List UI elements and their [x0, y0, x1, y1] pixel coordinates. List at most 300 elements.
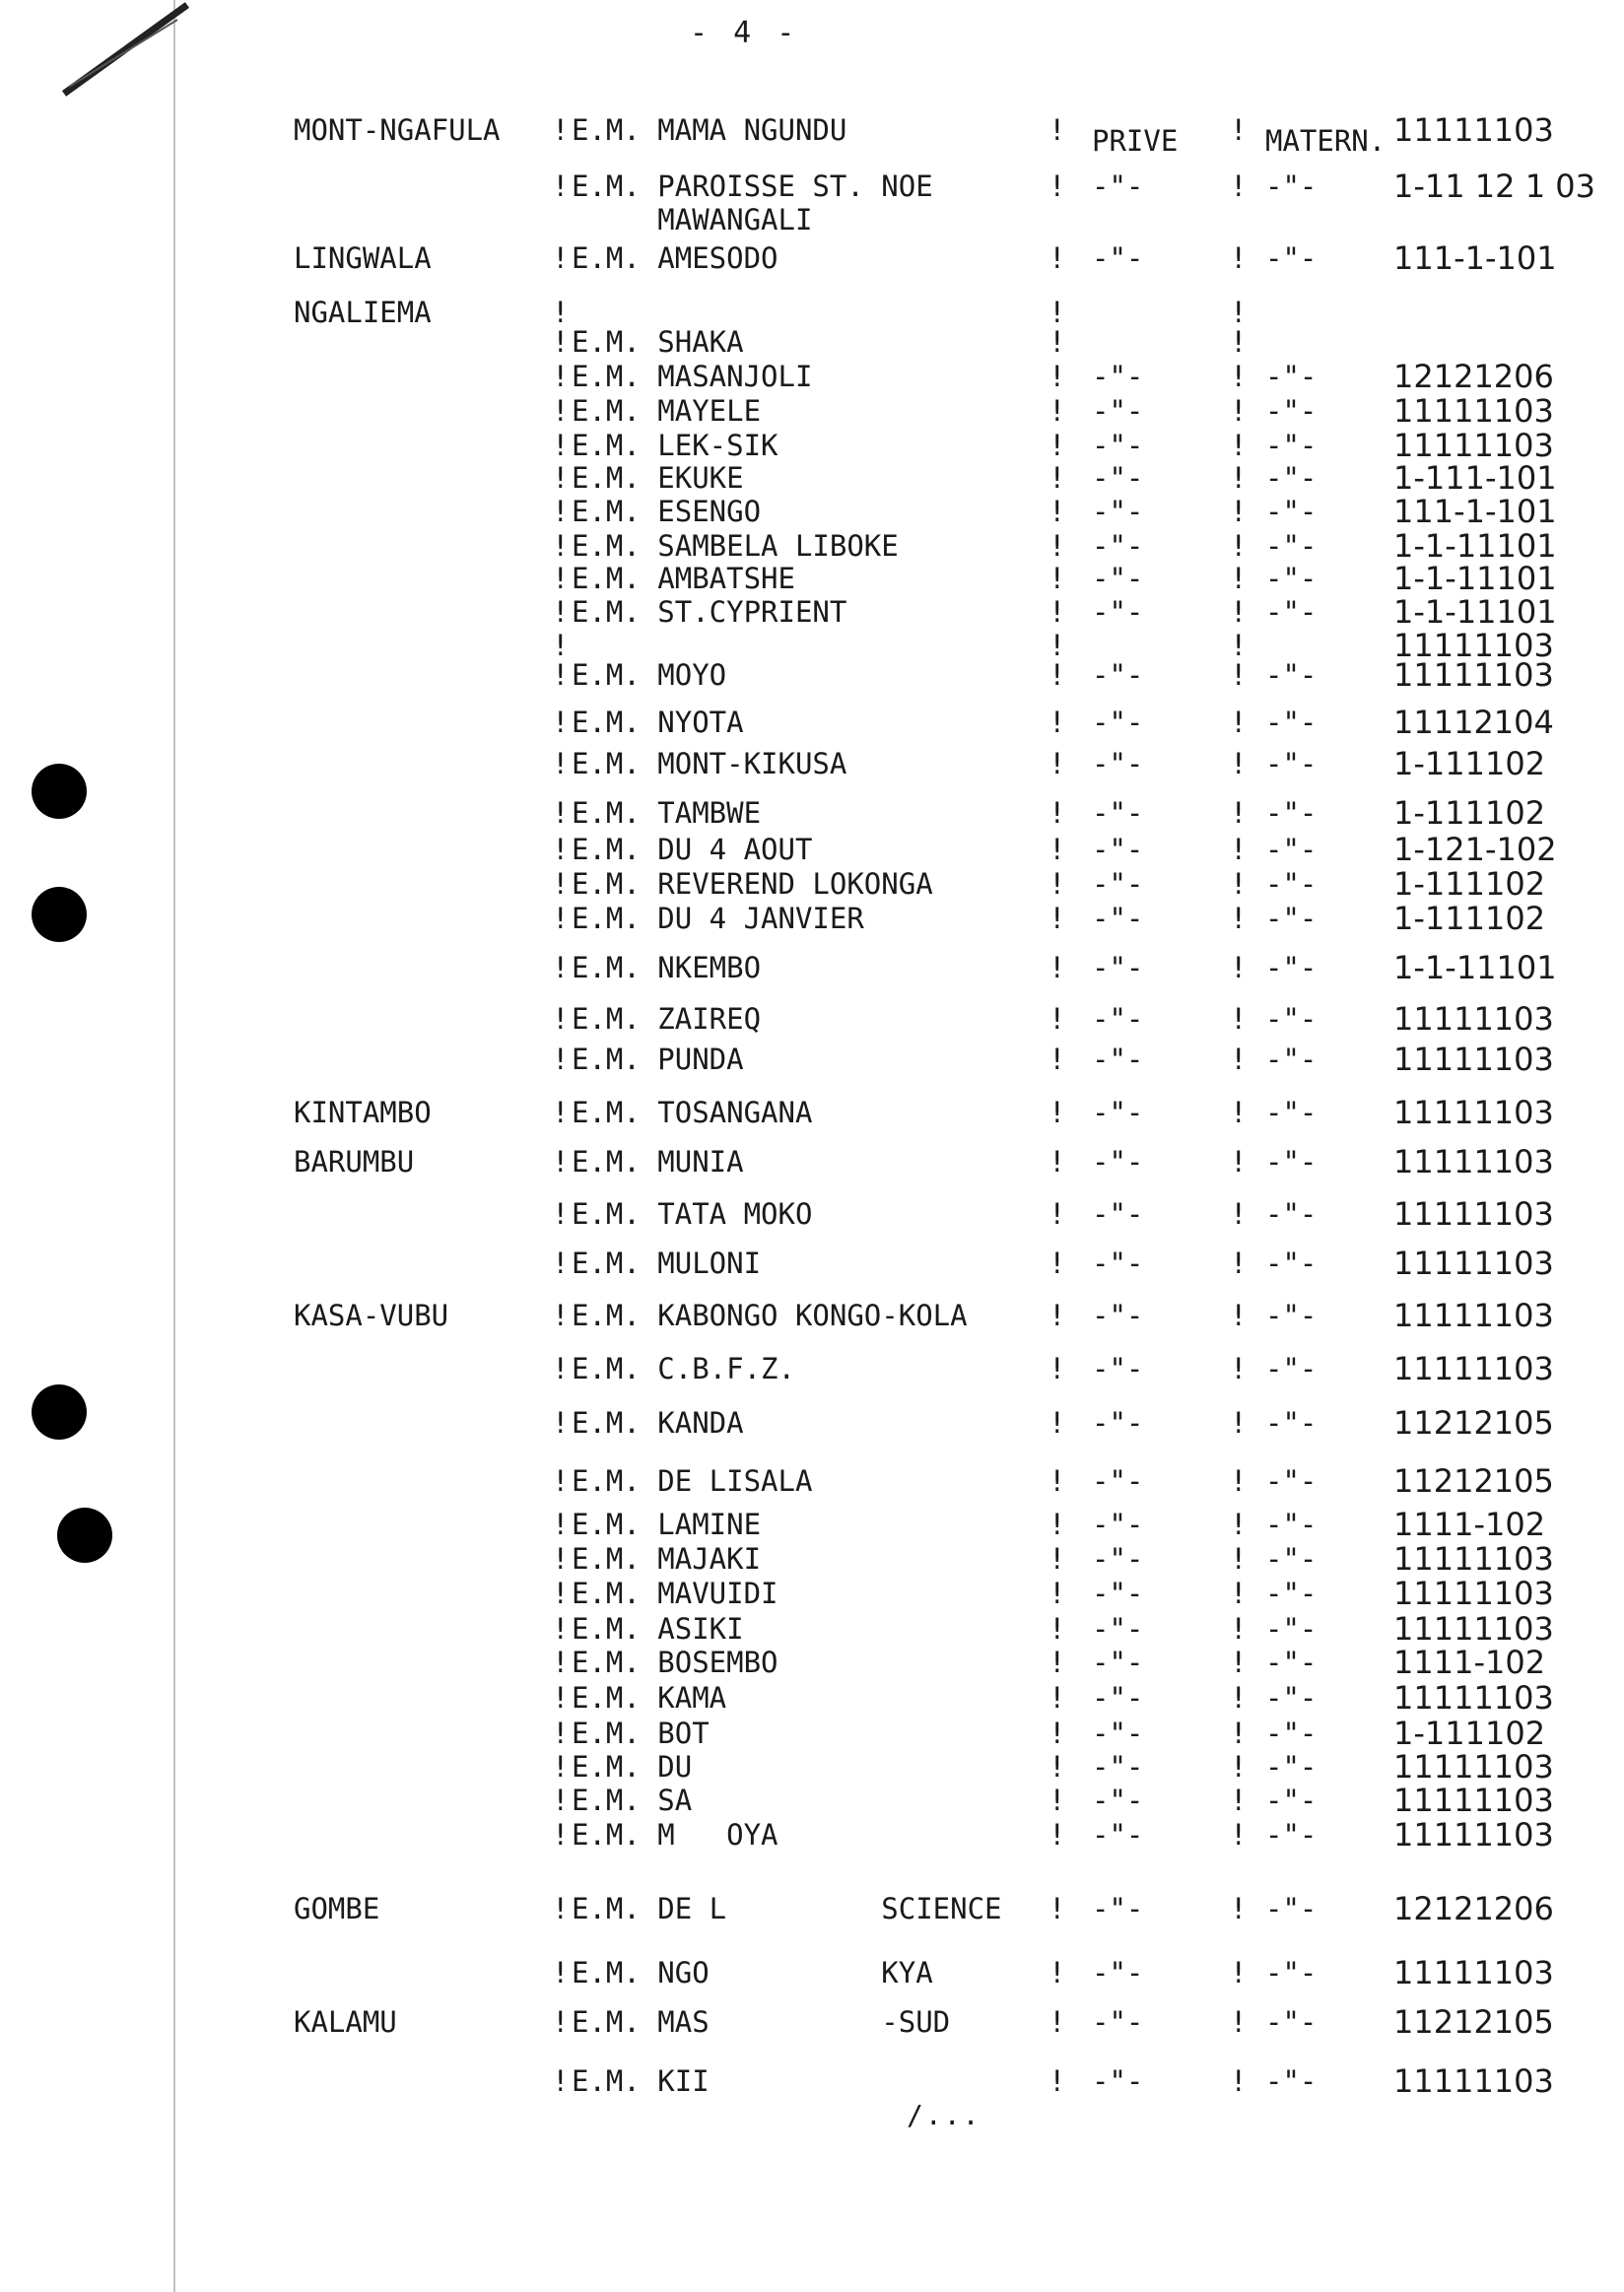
- column-separator: !: [1049, 1352, 1066, 1385]
- school-name: E.M. MUNIA: [572, 1145, 744, 1179]
- column-separator: !: [1049, 1681, 1066, 1715]
- ownership-type: -"-: [1092, 495, 1144, 528]
- school-level: -"-: [1265, 1956, 1318, 1989]
- column-separator: !: [1230, 796, 1248, 830]
- column-separator: !: [1230, 1717, 1248, 1750]
- class-code: 1-121-102: [1393, 831, 1557, 868]
- school-level: -"-: [1265, 1577, 1318, 1610]
- staple-mark-icon: [59, 0, 197, 99]
- ownership-type: -"-: [1092, 1406, 1144, 1440]
- column-separator: !: [1049, 2005, 1066, 2039]
- table-row: [0, 168, 1624, 236]
- class-code: 11111103: [1393, 1245, 1554, 1282]
- column-separator: !: [1230, 394, 1248, 428]
- class-code: 11111103: [1393, 111, 1554, 149]
- school-level: -"-: [1265, 951, 1318, 984]
- column-separator: !: [552, 1542, 570, 1576]
- school-name: E.M. AMBATSHE: [572, 562, 795, 595]
- column-separator: !: [1230, 2064, 1248, 2098]
- school-level: -"-: [1265, 1542, 1318, 1576]
- school-name: E.M. BOSEMBO: [572, 1646, 778, 1679]
- ownership-type: -"-: [1092, 1892, 1144, 1925]
- ownership-type: -"-: [1092, 902, 1144, 935]
- class-code: 1-111102: [1393, 745, 1546, 782]
- column-separator: !: [1049, 1784, 1066, 1817]
- school-level: -"-: [1265, 833, 1318, 866]
- school-level: -"-: [1265, 706, 1318, 739]
- ownership-type: -"-: [1092, 1464, 1144, 1498]
- column-separator: !: [1049, 394, 1066, 428]
- commune-name: GOMBE: [294, 1892, 380, 1925]
- ownership-type: -"-: [1092, 1508, 1144, 1541]
- column-separator: !: [552, 1784, 570, 1817]
- table-row: [0, 902, 1624, 937]
- class-code: 11111103: [1393, 1679, 1554, 1717]
- school-name: E.M. ESENGO: [572, 495, 762, 528]
- ownership-type: -"-: [1092, 747, 1144, 780]
- class-code: 11111103: [1393, 1782, 1554, 1819]
- column-separator: !: [1049, 113, 1066, 147]
- commune-name: KALAMU: [294, 2005, 397, 2039]
- commune-name: MONT-NGAFULA: [294, 113, 501, 147]
- school-name: E.M. NYOTA: [572, 706, 744, 739]
- class-code: 11212105: [1393, 2003, 1554, 2041]
- column-separator: !: [1230, 1956, 1248, 1989]
- column-separator: !: [552, 1508, 570, 1541]
- column-separator: !: [1049, 360, 1066, 393]
- column-separator: !: [1049, 1247, 1066, 1280]
- school-name: E.M. KABONGO KONGO-KOLA: [572, 1299, 968, 1332]
- column-separator: !: [552, 1464, 570, 1498]
- table-row: [0, 1247, 1624, 1282]
- ownership-type: -"-: [1092, 1197, 1144, 1231]
- school-level: -"-: [1265, 241, 1318, 275]
- table-row: [0, 2005, 1624, 2041]
- class-code: 12121206: [1393, 1890, 1554, 1927]
- school-level: -"-: [1265, 169, 1318, 203]
- table-row: [0, 461, 1624, 497]
- column-separator: !: [552, 867, 570, 901]
- table-row: [0, 1717, 1624, 1752]
- school-name: E.M. BOT: [572, 1717, 710, 1750]
- school-level: -"-: [1265, 1352, 1318, 1385]
- column-separator: !: [1049, 706, 1066, 739]
- ownership-type: -"-: [1092, 1646, 1144, 1679]
- table-row: [0, 2064, 1624, 2100]
- ownership-type: -"-: [1092, 796, 1144, 830]
- class-code: 1-111102: [1393, 865, 1546, 903]
- table-row: [0, 1612, 1624, 1648]
- column-separator: !: [552, 169, 570, 203]
- class-code: 11111103: [1393, 1748, 1554, 1786]
- class-code: 111-1-101: [1393, 493, 1557, 530]
- class-code: 111-1-101: [1393, 239, 1557, 277]
- ownership-type: -"-: [1092, 1043, 1144, 1076]
- column-separator: !: [1049, 1508, 1066, 1541]
- school-level: -"-: [1265, 461, 1318, 495]
- school-name: E.M. DU 4 AOUT: [572, 833, 813, 866]
- class-code: 1-111102: [1393, 900, 1546, 937]
- column-separator: !: [552, 1681, 570, 1715]
- column-separator: !: [1049, 169, 1066, 203]
- column-separator: !: [1230, 1818, 1248, 1852]
- class-code: 11212105: [1393, 1404, 1554, 1442]
- class-code: 11111103: [1393, 427, 1554, 464]
- column-separator: !: [1049, 1145, 1066, 1179]
- column-separator: !: [1230, 1299, 1248, 1332]
- school-level: -"-: [1265, 429, 1318, 462]
- table-row: [0, 1750, 1624, 1786]
- column-separator: !: [1230, 1406, 1248, 1440]
- table-row: [0, 1508, 1624, 1543]
- school-level: -"-: [1265, 1818, 1318, 1852]
- ownership-type: -"-: [1092, 706, 1144, 739]
- table-row: [0, 1892, 1624, 1927]
- class-code: 11112104: [1393, 704, 1554, 741]
- column-separator: !: [1230, 902, 1248, 935]
- commune-name: NGALIEMA: [294, 296, 432, 329]
- class-code: 11111103: [1393, 1954, 1554, 1991]
- page-number: - 4 -: [690, 16, 799, 50]
- column-separator: !: [1049, 1542, 1066, 1576]
- column-separator: !: [552, 1197, 570, 1231]
- school-name: E.M. SA: [572, 1784, 693, 1817]
- column-separator: !: [552, 113, 570, 147]
- column-separator: !: [1230, 706, 1248, 739]
- column-separator: !: [1230, 169, 1248, 203]
- header-matern: MATERN.: [1265, 124, 1387, 158]
- column-separator: !: [552, 325, 570, 359]
- column-separator: !: [1049, 1096, 1066, 1129]
- table-row: [0, 495, 1624, 530]
- column-separator: !: [552, 1096, 570, 1129]
- school-level: -"-: [1265, 1681, 1318, 1715]
- column-separator: !: [552, 951, 570, 984]
- school-level: -"-: [1265, 1197, 1318, 1231]
- school-name: E.M. TOSANGANA: [572, 1096, 813, 1129]
- commune-name: LINGWALA: [294, 241, 432, 275]
- column-separator: !: [1049, 1577, 1066, 1610]
- column-separator: !: [1049, 461, 1066, 495]
- ownership-type: -"-: [1092, 529, 1144, 563]
- column-separator: !: [552, 1818, 570, 1852]
- school-name: E.M. MASANJOLI: [572, 360, 813, 393]
- table-row: [0, 867, 1624, 903]
- table-row: [0, 1542, 1624, 1578]
- table-row: [0, 595, 1624, 631]
- column-separator: !: [552, 241, 570, 275]
- table-row: [0, 1352, 1624, 1387]
- header-prive: PRIVE: [1092, 124, 1179, 158]
- column-separator: !: [1230, 296, 1248, 329]
- column-separator: !: [1049, 658, 1066, 692]
- ownership-type: -"-: [1092, 1750, 1144, 1784]
- school-level: -"-: [1265, 1750, 1318, 1784]
- commune-name: KINTAMBO: [294, 1096, 432, 1129]
- school-name: E.M. LAMINE: [572, 1508, 762, 1541]
- column-separator: !: [1230, 658, 1248, 692]
- column-separator: !: [1230, 1681, 1248, 1715]
- column-separator: !: [552, 429, 570, 462]
- school-name: E.M. MOYO: [572, 658, 727, 692]
- column-separator: !: [1230, 1247, 1248, 1280]
- table-row: [0, 706, 1624, 741]
- column-separator: !: [1049, 902, 1066, 935]
- school-level: -"-: [1265, 1002, 1318, 1036]
- school-level: -"-: [1265, 1145, 1318, 1179]
- ownership-type: -"-: [1092, 658, 1144, 692]
- table-row: [0, 1956, 1624, 1991]
- column-separator: !: [1230, 1612, 1248, 1646]
- class-code: 1-1-11101: [1393, 527, 1557, 565]
- column-separator: !: [552, 796, 570, 830]
- column-separator: !: [1049, 296, 1066, 329]
- column-separator: !: [552, 562, 570, 595]
- school-name: E.M. LEK-SIK: [572, 429, 778, 462]
- column-separator: !: [1230, 1542, 1248, 1576]
- table-row: [0, 1818, 1624, 1854]
- column-separator: !: [552, 394, 570, 428]
- ownership-type: -"-: [1092, 562, 1144, 595]
- school-level: -"-: [1265, 1646, 1318, 1679]
- class-code: 11111103: [1393, 2062, 1554, 2100]
- school-name: E.M. MAYELE: [572, 394, 762, 428]
- class-code: 1111-102: [1393, 1506, 1546, 1543]
- school-level: -"-: [1265, 2064, 1318, 2098]
- column-separator: !: [1049, 562, 1066, 595]
- class-code: 1-1-11101: [1393, 593, 1557, 631]
- school-level: -"-: [1265, 796, 1318, 830]
- column-separator: !: [552, 529, 570, 563]
- class-code: 12121206: [1393, 358, 1554, 395]
- class-code: 11111103: [1393, 1610, 1554, 1648]
- column-separator: !: [1049, 595, 1066, 629]
- school-name: E.M. NGO KYA: [572, 1956, 933, 1989]
- continuation-mark: /...: [907, 2099, 981, 2131]
- table-row: [0, 241, 1624, 277]
- column-separator: !: [1049, 2064, 1066, 2098]
- table-row: [0, 1681, 1624, 1717]
- column-separator: !: [1049, 796, 1066, 830]
- school-name: E.M. REVEREND LOKONGA: [572, 867, 933, 901]
- column-separator: !: [552, 747, 570, 780]
- column-separator: !: [1049, 1043, 1066, 1076]
- school-level: -"-: [1265, 902, 1318, 935]
- school-name: E.M. DE LISALA: [572, 1464, 813, 1498]
- school-level: -"-: [1265, 1892, 1318, 1925]
- table-row: [0, 1577, 1624, 1612]
- ownership-type: -"-: [1092, 867, 1144, 901]
- column-separator: !: [552, 1247, 570, 1280]
- table-row: [0, 658, 1624, 694]
- school-name: E.M. MAJAKI: [572, 1542, 762, 1576]
- school-level: -"-: [1265, 747, 1318, 780]
- ownership-type: -"-: [1092, 2005, 1144, 2039]
- column-separator: !: [552, 1406, 570, 1440]
- school-level: -"-: [1265, 595, 1318, 629]
- class-code: 11212105: [1393, 1462, 1554, 1500]
- column-separator: !: [552, 1577, 570, 1610]
- column-separator: !: [1230, 495, 1248, 528]
- ownership-type: -"-: [1092, 1002, 1144, 1036]
- school-name: E.M. C.B.F.Z.: [572, 1352, 795, 1385]
- column-separator: !: [1230, 113, 1248, 147]
- column-separator: !: [552, 1892, 570, 1925]
- column-separator: !: [552, 595, 570, 629]
- school-level: -"-: [1265, 1612, 1318, 1646]
- school-name: E.M. KANDA: [572, 1406, 744, 1440]
- commune-name: BARUMBU: [294, 1145, 415, 1179]
- column-separator: !: [552, 1612, 570, 1646]
- table-row: [0, 1043, 1624, 1078]
- column-separator: !: [552, 2005, 570, 2039]
- school-level: -"-: [1265, 360, 1318, 393]
- ownership-type: -"-: [1092, 1096, 1144, 1129]
- school-name: E.M. DU 4 JANVIER: [572, 902, 864, 935]
- school-name: E.M. PUNDA: [572, 1043, 744, 1076]
- school-name: E.M. ASIKI: [572, 1612, 744, 1646]
- column-separator: !: [1230, 429, 1248, 462]
- commune-name: KASA-VUBU: [294, 1299, 449, 1332]
- ownership-type: -"-: [1092, 1784, 1144, 1817]
- class-code: 11111103: [1393, 1041, 1554, 1078]
- ownership-type: -"-: [1092, 1577, 1144, 1610]
- column-separator: !: [552, 1299, 570, 1332]
- class-code: 11111103: [1393, 1297, 1554, 1334]
- column-separator: !: [552, 1717, 570, 1750]
- ownership-type: -"-: [1092, 1352, 1144, 1385]
- column-separator: !: [1230, 1352, 1248, 1385]
- column-separator: !: [1049, 495, 1066, 528]
- school-level: -"-: [1265, 1299, 1318, 1332]
- column-separator: !: [1230, 1750, 1248, 1784]
- table-row: [0, 1784, 1624, 1819]
- table-row: [0, 1197, 1624, 1233]
- column-separator: !: [1230, 1892, 1248, 1925]
- class-code: 11111103: [1393, 1143, 1554, 1180]
- column-separator: !: [1049, 325, 1066, 359]
- school-level: -"-: [1265, 1406, 1318, 1440]
- school-name: E.M. M OYA: [572, 1818, 778, 1852]
- ownership-type: -"-: [1092, 394, 1144, 428]
- table-row: [0, 113, 1624, 149]
- school-level: -"-: [1265, 495, 1318, 528]
- column-separator: !: [552, 461, 570, 495]
- column-separator: !: [552, 629, 570, 662]
- school-level: -"-: [1265, 1508, 1318, 1541]
- class-code: 1-111-101: [1393, 459, 1557, 497]
- ownership-type: -"-: [1092, 1717, 1144, 1750]
- school-level: -"-: [1265, 394, 1318, 428]
- column-separator: !: [1230, 1508, 1248, 1541]
- column-separator: !: [1049, 1464, 1066, 1498]
- class-code: 11111103: [1393, 1000, 1554, 1038]
- column-separator: !: [1230, 867, 1248, 901]
- column-separator: !: [552, 360, 570, 393]
- school-name: E.M. MULONI: [572, 1247, 762, 1280]
- column-separator: !: [1049, 241, 1066, 275]
- class-code: 11111103: [1393, 627, 1554, 664]
- table-row: [0, 951, 1624, 986]
- column-separator: !: [1230, 529, 1248, 563]
- ownership-type: -"-: [1092, 1612, 1144, 1646]
- column-separator: !: [1230, 1646, 1248, 1679]
- class-code: 11111103: [1393, 1195, 1554, 1233]
- school-name: E.M. TATA MOKO: [572, 1197, 813, 1231]
- school-name: E.M. ZAIREQ: [572, 1002, 762, 1036]
- ownership-type: -"-: [1092, 429, 1144, 462]
- school-level: -"-: [1265, 867, 1318, 901]
- column-separator: !: [1049, 1717, 1066, 1750]
- class-code: 1-11 12 1 03: [1393, 168, 1595, 205]
- school-name: E.M. TAMBWE: [572, 796, 762, 830]
- table-row: [0, 1299, 1624, 1334]
- column-separator: !: [552, 833, 570, 866]
- class-code: 11111103: [1393, 1094, 1554, 1131]
- column-separator: !: [1230, 951, 1248, 984]
- ownership-type: -"-: [1092, 1542, 1144, 1576]
- column-separator: !: [552, 1750, 570, 1784]
- column-separator: !: [1049, 1612, 1066, 1646]
- column-separator: !: [1230, 833, 1248, 866]
- column-separator: !: [1049, 1818, 1066, 1852]
- column-separator: !: [1049, 747, 1066, 780]
- column-separator: !: [1230, 360, 1248, 393]
- school-name: E.M. PAROISSE ST. NOE MAWANGALI: [572, 169, 933, 236]
- column-separator: !: [552, 2064, 570, 2098]
- column-separator: !: [1230, 1784, 1248, 1817]
- class-code: 1-1-11101: [1393, 949, 1557, 986]
- school-name: E.M. MONT-KIKUSA: [572, 747, 847, 780]
- table-row: [0, 1145, 1624, 1180]
- table-row: [0, 1646, 1624, 1681]
- ownership-type: -"-: [1092, 951, 1144, 984]
- school-level: -"-: [1265, 658, 1318, 692]
- class-code: 1-111102: [1393, 1715, 1546, 1752]
- column-separator: !: [1049, 1002, 1066, 1036]
- table-row: [0, 1406, 1624, 1442]
- school-name: E.M. SHAKA: [572, 325, 744, 359]
- school-name: E.M. DE L SCIENCE: [572, 1892, 1002, 1925]
- column-separator: !: [1230, 1043, 1248, 1076]
- class-code: 11111103: [1393, 392, 1554, 430]
- column-separator: !: [1230, 461, 1248, 495]
- school-name: E.M. SAMBELA LIBOKE: [572, 529, 899, 563]
- school-level: -"-: [1265, 1717, 1318, 1750]
- column-separator: !: [1049, 1406, 1066, 1440]
- ownership-type: -"-: [1092, 833, 1144, 866]
- table-row: [0, 429, 1624, 464]
- column-separator: !: [1049, 1299, 1066, 1332]
- column-separator: !: [1230, 1577, 1248, 1610]
- table-row: [0, 562, 1624, 597]
- school-name: E.M. KAMA: [572, 1681, 727, 1715]
- table-row: [0, 1464, 1624, 1500]
- ownership-type: -"-: [1092, 461, 1144, 495]
- ownership-type: -"-: [1092, 1299, 1144, 1332]
- column-separator: !: [1230, 241, 1248, 275]
- column-separator: !: [552, 1352, 570, 1385]
- column-separator: !: [552, 1956, 570, 1989]
- column-separator: !: [552, 706, 570, 739]
- table-row: [0, 325, 1624, 361]
- ownership-type: -"-: [1092, 1247, 1144, 1280]
- ownership-type: -"-: [1092, 595, 1144, 629]
- column-separator: !: [1230, 1464, 1248, 1498]
- column-separator: !: [1049, 951, 1066, 984]
- table-row: [0, 747, 1624, 782]
- column-separator: !: [1049, 629, 1066, 662]
